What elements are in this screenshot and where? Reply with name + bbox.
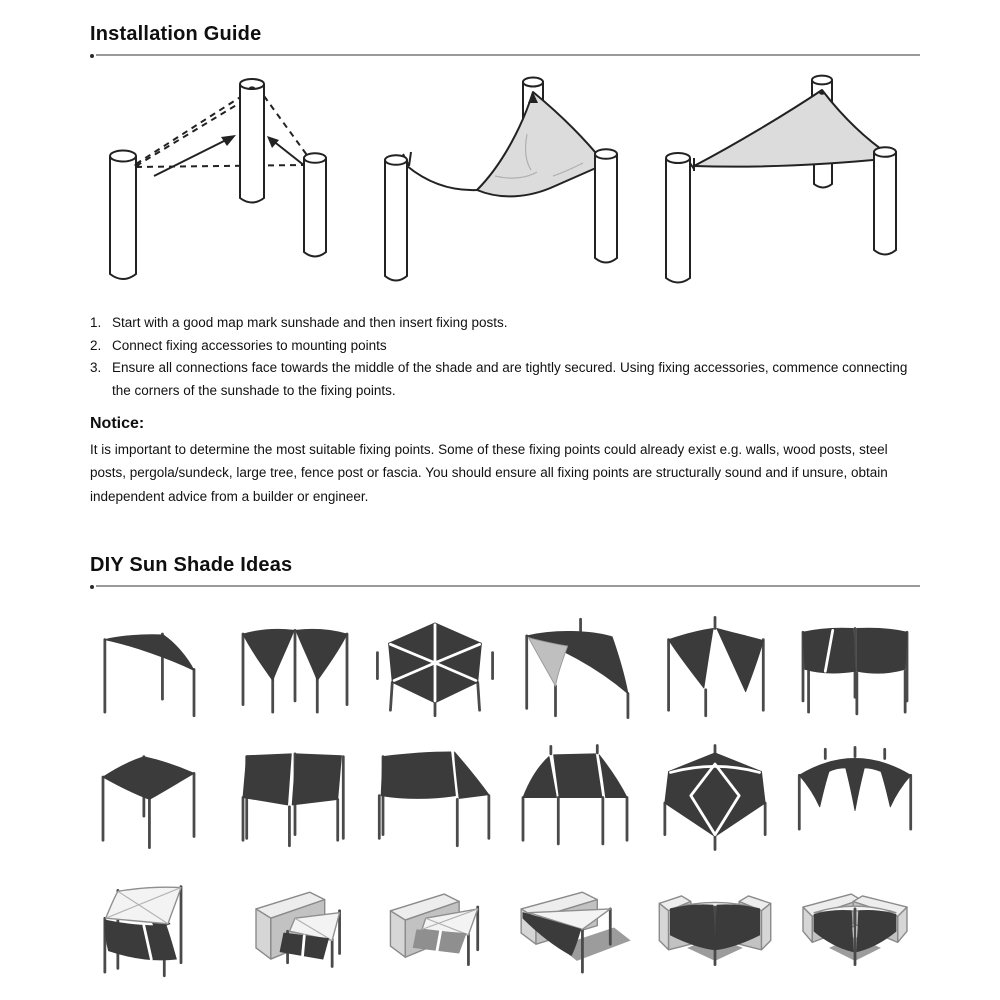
shade-idea-2-icon (230, 609, 360, 726)
step-text: Ensure all connections face towards the middle of the shade and are tightly secured. Using fixing accessories, commence connecting the corners of the sunshade to the fixing points. (112, 360, 908, 398)
diy-ideas-section (90, 554, 920, 986)
section-divider (90, 582, 920, 589)
step-number: 3. (90, 360, 102, 376)
diy-ideas-title: DIY Sun Shade Ideas (90, 554, 293, 577)
shade-idea-5-icon (650, 609, 780, 726)
diagram-step-3-tension-sail-icon (644, 72, 920, 294)
shade-idea-6-icon (790, 609, 920, 726)
shade-idea-3-icon (370, 609, 500, 726)
step-text: Start with a good map mark sunshade and then insert fixing posts. (112, 315, 508, 330)
diagram-step-1-mark-posts-icon (90, 72, 366, 294)
shade-idea-18-icon (790, 869, 920, 986)
shade-idea-17-icon (650, 869, 780, 986)
installation-guide-title: Installation Guide (90, 23, 262, 45)
step-number: 2. (90, 337, 102, 353)
divider-dot (90, 54, 94, 58)
divider-line (96, 54, 920, 56)
shade-idea-8-icon (230, 739, 360, 856)
diagram-step-2-attach-sail-icon (377, 72, 633, 294)
installation-step (90, 312, 920, 335)
shade-idea-15-icon (370, 869, 500, 986)
divider-dot (90, 585, 94, 589)
installation-diagrams (90, 72, 920, 294)
installation-step (90, 335, 920, 358)
shade-idea-14-icon (230, 869, 360, 986)
installation-steps-list (90, 312, 920, 402)
shade-idea-7-icon (90, 739, 220, 856)
notice-body: It is important to determine the most suitable fixing points. Some of these fixing points could already exist e.g. walls, wood posts, steel posts, pergola/sundeck, large tree, fence post or fascia. You should ensure all fixing points are structurally sound and if unsure, obtain independent advice from a builder or engineer. (90, 442, 888, 504)
shade-idea-16-icon (510, 869, 640, 986)
notice-section (90, 415, 920, 508)
installation-step (90, 357, 920, 402)
notice-title: Notice: (90, 415, 145, 433)
section-divider (90, 51, 920, 58)
shade-idea-4-icon (510, 609, 640, 726)
shade-idea-9-icon (370, 739, 500, 856)
step-text: Connect fixing accessories to mounting points (112, 337, 387, 353)
diy-ideas-grid (90, 609, 920, 986)
step-number: 1. (90, 315, 102, 330)
shade-idea-10-icon (510, 739, 640, 856)
shade-idea-13-icon (90, 869, 220, 986)
divider-line (96, 585, 920, 587)
shade-idea-11-icon (650, 739, 780, 856)
shade-idea-12-icon (790, 739, 920, 856)
installation-guide-section (90, 0, 920, 402)
shade-idea-1-icon (90, 609, 220, 726)
